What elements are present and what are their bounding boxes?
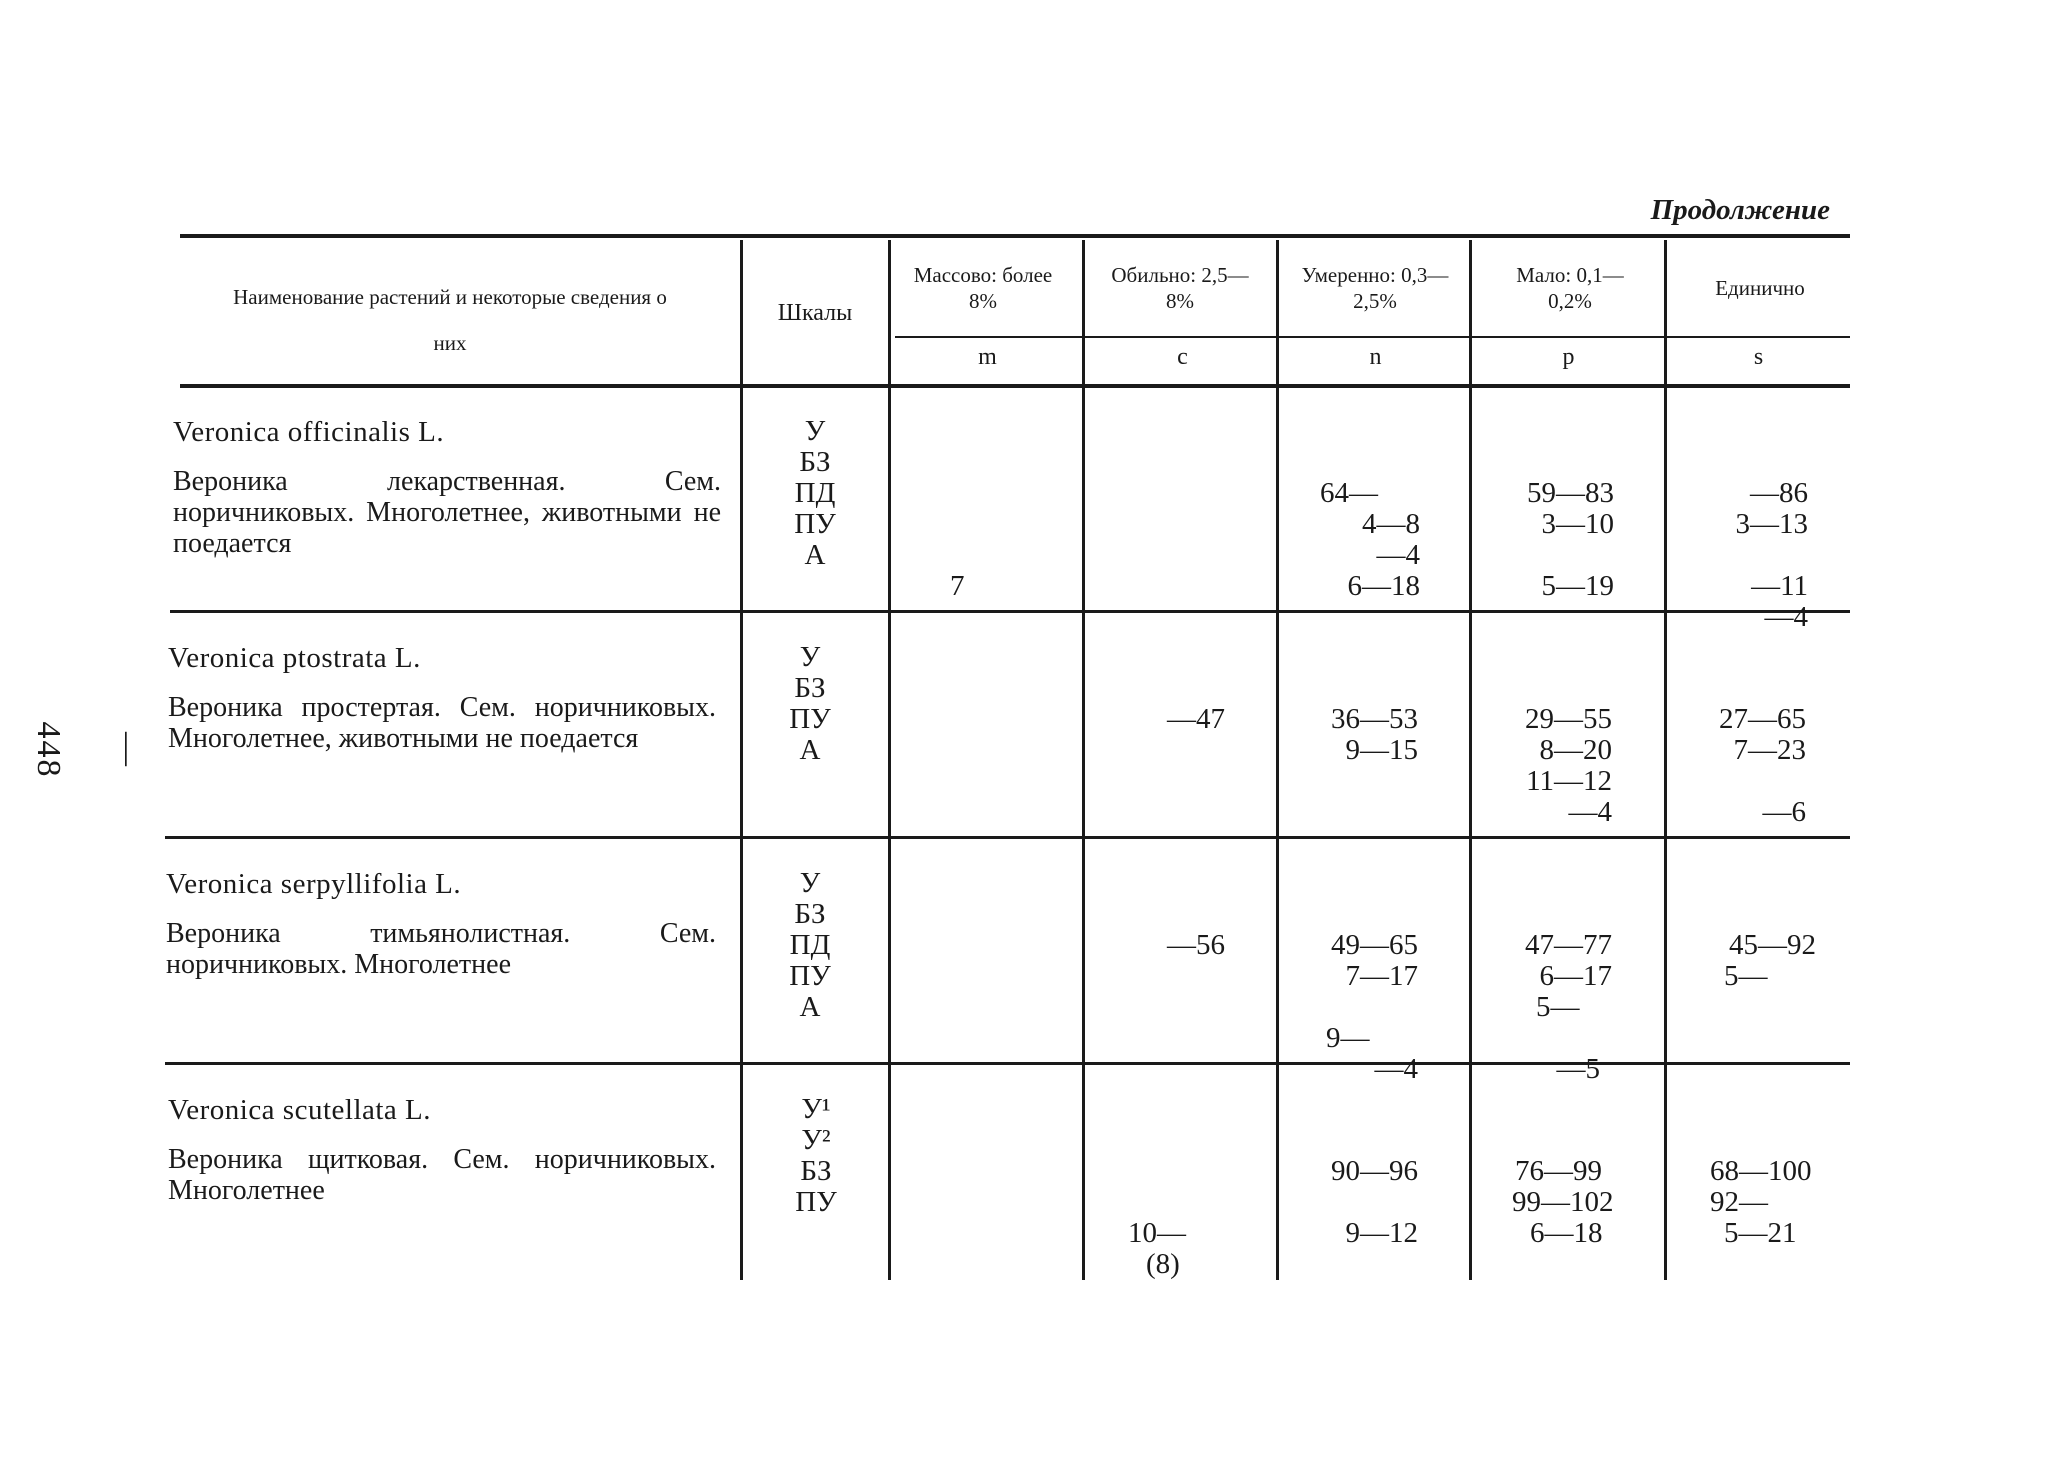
values-p: 47—77 6—17 5— —5 xyxy=(1525,929,1612,1085)
header-massovo: Массово: более 8% xyxy=(913,263,1053,313)
header-code-s: s xyxy=(1753,344,1764,370)
scale-list: У БЗ ПУ А xyxy=(789,641,831,766)
column-divider xyxy=(1276,240,1279,1280)
header-code-m: m xyxy=(978,344,997,370)
scale-list: У¹ У² БЗ ПУ xyxy=(795,1093,837,1218)
column-divider xyxy=(1082,240,1085,1280)
header-bottom-rule xyxy=(180,384,1850,388)
values-n: 64— 4—8 —4 6—18 xyxy=(1320,477,1420,602)
values-c: —47 xyxy=(1167,703,1225,735)
plant-description: Вероника щитковая. Сем. норичниковых. Многолетнее xyxy=(168,1144,716,1206)
latin-name: Veronica scutellata L. xyxy=(168,1094,432,1126)
plant-description: Вероника простертая. Сем. норичниковых. Многолетнее, животными не поедается xyxy=(168,692,716,754)
column-divider xyxy=(1664,240,1667,1280)
subheader-rule xyxy=(895,336,1850,338)
values-m: 7 xyxy=(950,570,965,602)
scale-list: У БЗ ПД ПУ А xyxy=(789,867,831,1023)
latin-name: Veronica serpyllifolia L. xyxy=(166,868,462,900)
header-code-n: n xyxy=(1369,344,1382,370)
values-n: 90—96 9—12 xyxy=(1331,1155,1418,1249)
page-number: — 448 xyxy=(30,721,147,779)
column-divider xyxy=(1469,240,1472,1280)
values-n: 49—65 7—17 9— —4 xyxy=(1326,929,1418,1085)
header-name: Наименование растений и некоторые сведения о них xyxy=(233,285,667,355)
values-s: 27—65 7—23 —6 xyxy=(1719,703,1806,828)
scale-list: У БЗ ПД ПУ А xyxy=(794,415,836,571)
header-code-p: p xyxy=(1562,344,1575,370)
values-s: —86 3—13 —11 —4 xyxy=(1735,477,1808,633)
values-c: 10— (8) xyxy=(1128,1217,1186,1280)
plant-description: Вероника лекарственная. Сем. норичниковых. Многолетнее, животными не поедается xyxy=(173,466,721,559)
plant-description: Вероника тимьянолистная. Сем. норичниковых. Многолетнее xyxy=(166,918,716,980)
values-p: 76—99 99—102 6—18 xyxy=(1512,1155,1614,1249)
values-c: —56 xyxy=(1167,929,1225,961)
values-n: 36—53 9—15 xyxy=(1331,703,1418,766)
table-top-rule xyxy=(180,234,1850,238)
column-divider xyxy=(888,240,891,1280)
header-edinichno: Единично xyxy=(1715,276,1805,300)
latin-name: Veronica officinalis L. xyxy=(173,416,445,448)
header-scales: Шкалы xyxy=(777,300,853,326)
values-s: 68—100 92— 5—21 xyxy=(1710,1155,1812,1249)
values-p: 59—83 3—10 5—19 xyxy=(1527,477,1614,602)
header-obilno: Обильно: 2,5—8% xyxy=(1111,263,1249,313)
column-divider xyxy=(740,240,743,1280)
header-umerenno: Умеренно: 0,3—2,5% xyxy=(1301,263,1449,313)
header-malo: Мало: 0,1—0,2% xyxy=(1516,263,1624,313)
header-code-c: c xyxy=(1177,344,1188,370)
continuation-label: Продолжение xyxy=(1650,194,1830,226)
values-s: 45—92 5— xyxy=(1724,929,1816,992)
latin-name: Veronica ptostrata L. xyxy=(168,642,421,674)
values-p: 29—55 8—20 11—12 —4 xyxy=(1525,703,1612,828)
